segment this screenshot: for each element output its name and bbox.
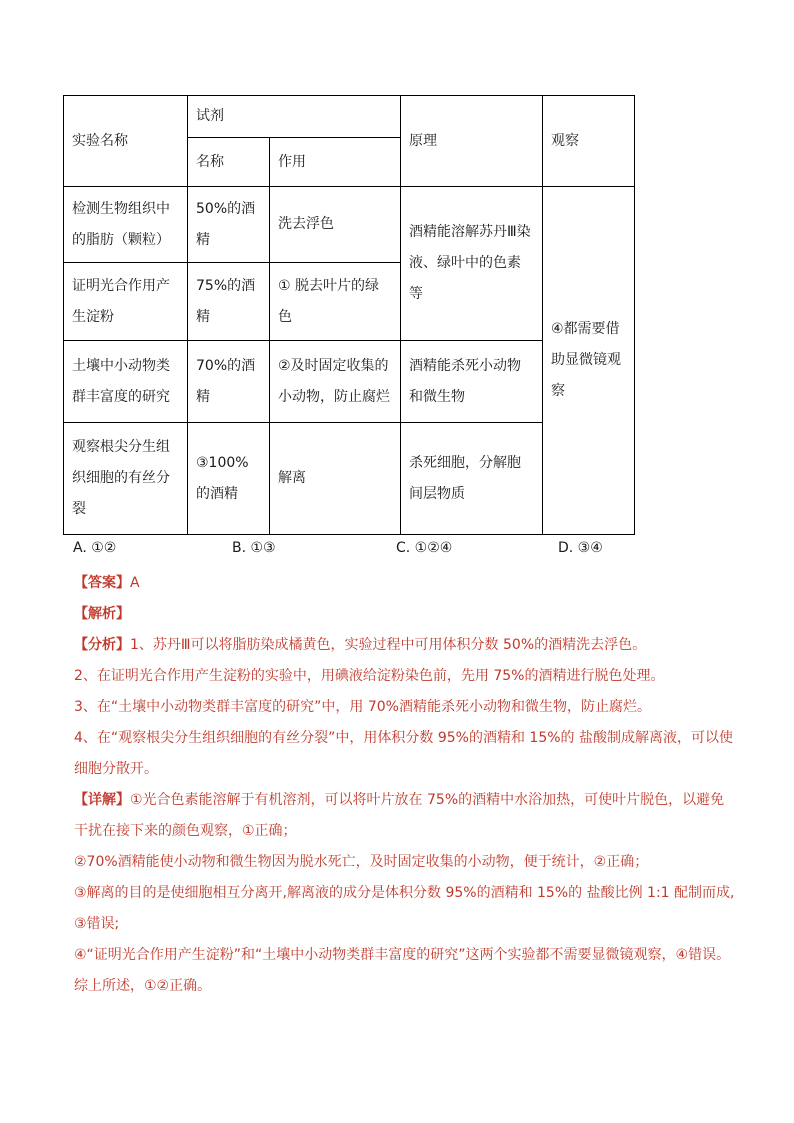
cell-reagent-name: 70%的酒精: [188, 341, 270, 423]
detail-text: ①光合色素能溶解于有机溶剂，可以将叶片放在 75%的酒精中水浴加热，可使叶片脱色，以避免: [130, 792, 725, 808]
detail-line-6: ④“证明光合作用产生淀粉”和“土壤中小动物类群丰富度的研究”这两个实验都不需要显微镜观察，④错误。: [74, 947, 731, 963]
cell-reagent-role: 解离: [270, 423, 401, 535]
solution-section: [74, 568, 735, 1002]
detail-line-7: 综上所述，①②正确。: [74, 978, 212, 994]
analysis-line-2: 2、在证明光合作用产生淀粉的实验中，用碘液给淀粉染色前，先用 75%的酒精进行脱色处理。: [74, 668, 665, 684]
cell-reagent-role: ②及时固定收集的小动物，防止腐烂: [270, 341, 401, 423]
cell-principle: 酒精能杀死小动物和微生物: [401, 341, 543, 423]
cell-experiment-name: 观察根尖分生组织细胞的有丝分裂: [64, 423, 188, 535]
cell-reagent-name: 75%的酒精: [188, 263, 270, 341]
experiment-table: [63, 95, 635, 535]
option-d: D. ③④: [558, 540, 603, 556]
option-a: A. ①②: [73, 540, 117, 556]
cell-reagent-role: 洗去浮色: [270, 187, 401, 263]
header-principle: 原理: [401, 96, 543, 187]
option-c: C. ①②④: [396, 540, 453, 556]
answer-value: A: [130, 575, 140, 591]
cell-reagent-name: 50%的酒精: [188, 187, 270, 263]
cell-reagent-name: ③100%的酒精: [188, 423, 270, 535]
analysis-line-4: 4、在“观察根尖分生组织细胞的有丝分裂”中，用体积分数 95%的酒精和 15%的 盐酸制成解离液，可以使: [74, 730, 733, 746]
analysis-line-3: 3、在“土壤中小动物类群丰富度的研究”中，用 70%酒精能杀死小动物和微生物，防止腐烂。: [74, 699, 651, 715]
detail-tag: 【详解】: [74, 792, 130, 808]
cell-experiment-name: 证明光合作用产生淀粉: [64, 263, 188, 341]
analysis-heading: [74, 599, 724, 630]
answer-line: [74, 568, 724, 599]
table-row: [64, 187, 635, 263]
analysis-line-5: 细胞分散开。: [74, 761, 158, 777]
header-reagent-role: 作用: [270, 138, 401, 187]
header-reagent-name: 名称: [188, 138, 270, 187]
cell-principle: 杀死细胞，分解胞间层物质: [401, 423, 543, 535]
cell-principle-merged: 酒精能溶解苏丹Ⅲ染液、绿叶中的色素等: [401, 187, 543, 341]
cell-experiment-name: 土壤中小动物类群丰富度的研究: [64, 341, 188, 423]
cell-observe-merged: ④都需要借助显微镜观察: [543, 187, 635, 535]
cell-experiment-name: 检测生物组织中的脂肪（颗粒）: [64, 187, 188, 263]
detail-line-2: 干扰在接下来的颜色观察，①正确；: [74, 823, 297, 839]
option-b: B. ①③: [232, 540, 276, 556]
detail-line-4: ③解离的目的是使细胞相互分离开,解离液的成分是体积分数 95%的酒精和 15%的 盐酸比例 1:1 配制而成,: [74, 885, 735, 901]
analysis-line-1: [74, 630, 724, 661]
detail-line-5: ③错误;: [74, 916, 120, 932]
analysis-text: 1、苏丹Ⅲ可以将脂肪染成橘黄色，实验过程中可用体积分数 50%的酒精洗去浮色。: [130, 637, 647, 653]
detail-line-1: [74, 785, 724, 816]
detail-line-3: ②70%酒精能使小动物和微生物因为脱水死亡，及时固定收集的小动物，便于统计，②正确；: [74, 854, 649, 870]
cell-reagent-role: ① 脱去叶片的绿色: [270, 263, 401, 341]
header-reagent: 试剂: [188, 96, 401, 138]
header-observe: 观察: [543, 96, 635, 187]
header-experiment-name: 实验名称: [64, 96, 188, 187]
analysis-tag: 【解析】: [74, 606, 130, 622]
answer-tag: 【答案】: [74, 575, 130, 591]
analysis-sub-tag: 【分析】: [74, 637, 130, 653]
